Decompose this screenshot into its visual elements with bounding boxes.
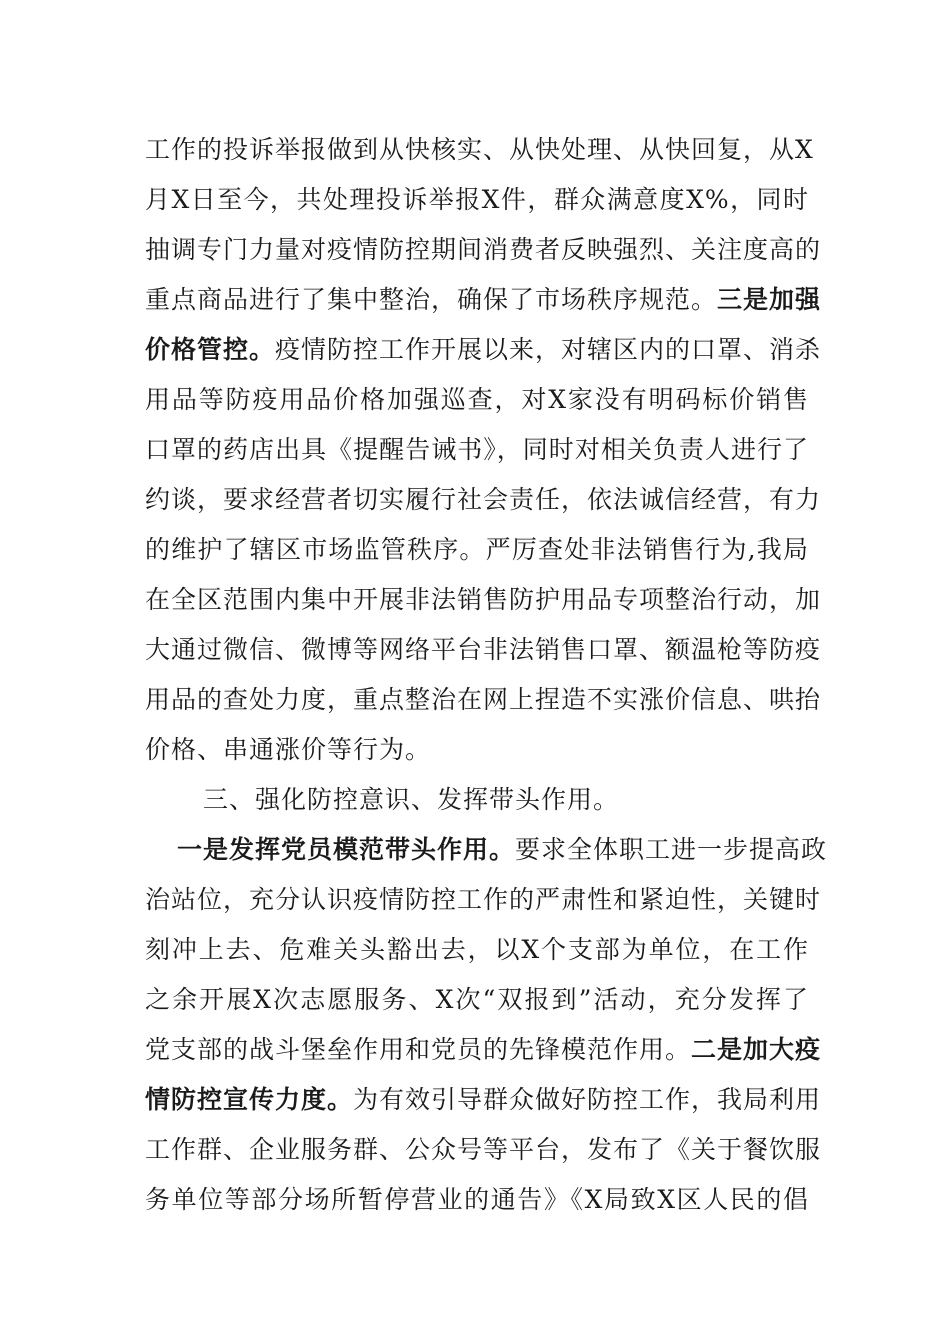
text-line [145, 825, 828, 875]
text-run: 月X日至今，共处理投诉举报X件，群众满意度X%，同时 [145, 185, 809, 214]
text-run: 大通过微信、微博等网络平台非法销售口罩、额温枪等防疫 [145, 635, 822, 664]
paragraph-party-leadership [145, 825, 828, 1225]
text-run: 用品的查处力度，重点整治在网上捏造不实涨价信息、哄抬 [145, 685, 822, 714]
bold-lead-text: 三是加强 [717, 285, 822, 314]
text-run: 口罩的药店出具《提醒告诫书》，同时对相关负责人进行了 [145, 435, 809, 464]
text-run: 之余开展X次志愿服务、X次“双报到”活动，充分发挥了 [145, 985, 809, 1014]
text-run: 重点商品进行了集中整治，确保了市场秩序规范。 [145, 285, 718, 314]
text-run: 用品等防疫用品价格加强巡查，对X家没有明码标价销售 [145, 385, 809, 414]
text-run: 约谈，要求经营者切实履行社会责任，依法诚信经营，有力 [145, 485, 822, 514]
text-line [145, 425, 809, 475]
text-line [145, 275, 822, 325]
text-run: 工作的投诉举报做到从快核实、从快处理、从快回复，从X [145, 135, 814, 164]
text-line [145, 1175, 809, 1225]
text-line [145, 575, 822, 625]
text-run: 的维护了辖区市场监管秩序。严厉查处非法销售行为,我局 [145, 535, 809, 564]
text-line [145, 725, 809, 775]
text-run: 党支部的战斗堡垒作用和党员的先锋模范作用。 [145, 1035, 692, 1064]
text-run: 抽调专门力量对疫情防控期间消费者反映强烈、关注度高的 [145, 235, 822, 264]
text-line [145, 625, 822, 675]
text-run: 价格、串通涨价等行为。 [145, 735, 432, 764]
text-line [145, 925, 809, 975]
text-line [145, 1075, 822, 1125]
text-run: 务单位等部分场所暂停营业的通告》《X局致X区人民的倡 [145, 1185, 809, 1214]
text-run: 为有效引导群众做好防控工作，我局利用 [353, 1085, 822, 1114]
text-line [145, 875, 822, 925]
text-line [145, 1025, 822, 1075]
text-line [145, 975, 809, 1025]
bold-lead-text: 价格管控。 [145, 335, 276, 364]
text-run: 在全区范围内集中开展非法销售防护用品专项整治行动，加 [145, 585, 822, 614]
text-line [145, 525, 809, 575]
bold-lead-text: 情防控宣传力度。 [145, 1085, 354, 1114]
text-line [145, 225, 822, 275]
text-line [145, 175, 809, 225]
text-run: 工作群、企业服务群、公众号等平台，发布了《关于餐饮服 [145, 1135, 822, 1164]
text-run: 要求全体职工进一步提高政 [515, 835, 828, 864]
text-line [145, 675, 822, 725]
text-run: 刻冲上去、危难关头豁出去，以X个支部为单位，在工作 [145, 935, 809, 964]
paragraph-market-regulation [145, 125, 822, 775]
text-run: 治站位，充分认识疫情防控工作的严肃性和紧迫性，关键时 [145, 885, 822, 914]
text-line [145, 375, 809, 425]
text-line [145, 1125, 822, 1175]
text-line [145, 125, 814, 175]
section-heading: 三、强化防控意识、发挥带头作用。 [203, 785, 620, 814]
bold-lead-text: 一是发挥党员模范带头作用。 [177, 835, 516, 864]
text-line [145, 475, 822, 525]
text-run: 疫情防控工作开展以来，对辖区内的口罩、消杀 [275, 335, 822, 364]
bold-lead-text: 二是加大疫 [691, 1035, 822, 1064]
text-line [145, 325, 822, 375]
